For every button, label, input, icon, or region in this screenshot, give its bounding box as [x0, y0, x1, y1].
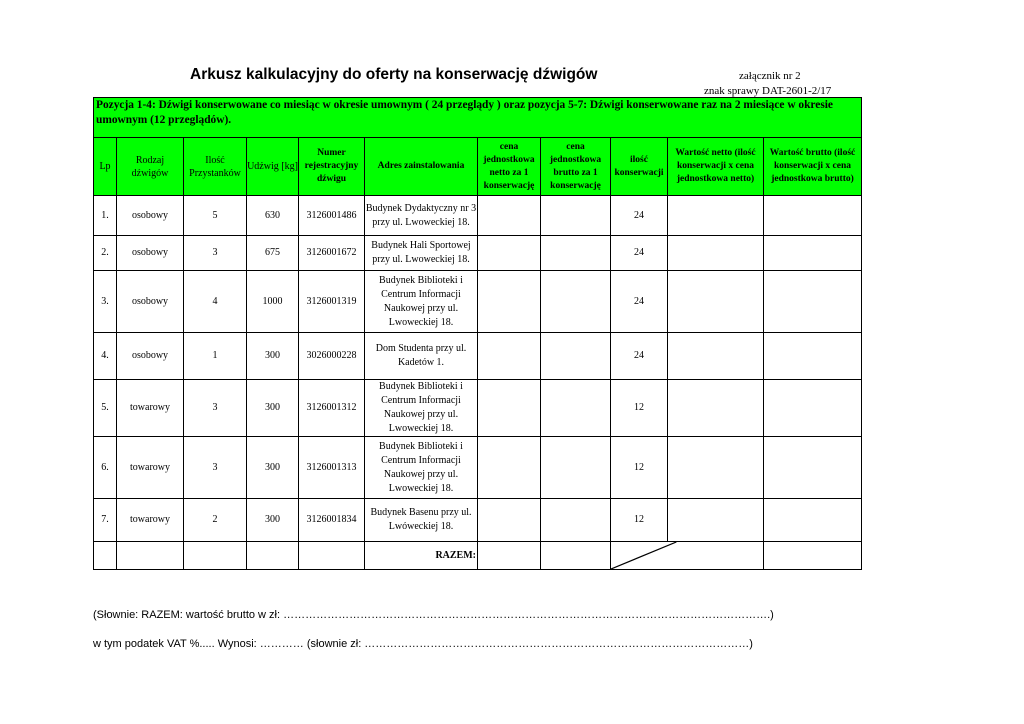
row-gross-price[interactable] [541, 380, 611, 437]
row-regnum: 3126001313 [299, 437, 365, 499]
row-net-value[interactable] [668, 236, 764, 271]
table-row [94, 236, 862, 271]
col-header-net-price: cena jednostkowa netto za 1 konserwację [478, 138, 541, 196]
row-count: 24 [611, 236, 668, 271]
row-net-price[interactable] [478, 499, 541, 542]
row-gross-price[interactable] [541, 196, 611, 236]
row-address: Budynek Biblioteki i Centrum Informacji Naukowej przy ul. Lwoweckiej 18. [365, 437, 478, 499]
col-header-gross-price: cena jednostkowa brutto za 1 konserwację [541, 138, 611, 196]
col-header-stops: Ilość Przystanków [184, 138, 247, 196]
col-header-count: ilość konserwacji [611, 138, 668, 196]
row-count: 12 [611, 437, 668, 499]
col-header-net-value: Wartość netto (ilość konserwacji x cena jednostkowa netto) [668, 138, 764, 196]
row-gross-price[interactable] [541, 236, 611, 271]
row-type: towarowy [117, 499, 184, 542]
row-regnum: 3026000228 [299, 333, 365, 380]
total-gross-price-cell[interactable] [541, 542, 611, 570]
total-empty-cell [247, 542, 299, 570]
attachment-label: załącznik nr 2 [739, 70, 801, 82]
row-type: towarowy [117, 380, 184, 437]
row-gross-value[interactable] [764, 236, 862, 271]
total-empty-cell [184, 542, 247, 570]
row-stops: 3 [184, 236, 247, 271]
row-address: Budynek Basenu przy ul. Lwóweckiej 18. [365, 499, 478, 542]
row-regnum: 3126001672 [299, 236, 365, 271]
row-regnum: 3126001834 [299, 499, 365, 542]
row-gross-value[interactable] [764, 271, 862, 333]
table-row [94, 333, 862, 380]
row-regnum: 3126001319 [299, 271, 365, 333]
row-capacity: 1000 [247, 271, 299, 333]
row-net-value[interactable] [668, 437, 764, 499]
row-regnum: 3126001486 [299, 196, 365, 236]
row-number: 1. [94, 196, 117, 236]
row-net-price[interactable] [478, 196, 541, 236]
footer-amount-in-words: (Słownie: RAZEM: wartość brutto w zł: …………………………………………………………………………………………………………………….) [93, 609, 774, 621]
col-header-capacity: Udźwig [kg] [247, 138, 299, 196]
row-capacity: 300 [247, 499, 299, 542]
row-regnum: 3126001312 [299, 380, 365, 437]
col-header-regnum: Numer rejestracyjny dźwigu [299, 138, 365, 196]
row-count: 24 [611, 196, 668, 236]
section-description: Pozycja 1-4: Dźwigi konserwowane co miesiąc w okresie umownym ( 24 przeglądy ) oraz pozycja 5-7: Dźwigi konserwowane raz na 2 miesiące w okresie umownym (12 przeglądów). [94, 98, 862, 138]
row-gross-price[interactable] [541, 437, 611, 499]
row-net-value[interactable] [668, 196, 764, 236]
row-net-value[interactable] [668, 380, 764, 437]
case-number: znak sprawy DAT-2601-2/17 [704, 85, 832, 97]
row-count: 12 [611, 380, 668, 437]
row-net-value[interactable] [668, 499, 764, 542]
row-capacity: 630 [247, 196, 299, 236]
row-gross-value[interactable] [764, 380, 862, 437]
row-address: Budynek Hali Sportowej przy ul. Lwoweckiej 18. [365, 236, 478, 271]
calculation-table [93, 97, 862, 570]
diagonal-line-icon [611, 542, 763, 569]
total-row [94, 542, 862, 570]
row-type: osobowy [117, 271, 184, 333]
total-net-price-cell[interactable] [478, 542, 541, 570]
row-stops: 3 [184, 437, 247, 499]
total-empty-cell [94, 542, 117, 570]
col-header-gross-value: Wartość brutto (ilość konserwacji x cena jednostkowa brutto) [764, 138, 862, 196]
row-address: Budynek Biblioteki i Centrum Informacji Naukowej przy ul. Lwoweckiej 18. [365, 271, 478, 333]
row-address: Budynek Biblioteki i Centrum Informacji Naukowej przy ul. Lwoweckiej 18. [365, 380, 478, 437]
row-stops: 3 [184, 380, 247, 437]
col-header-type: Rodzaj dźwigów [117, 138, 184, 196]
row-gross-value[interactable] [764, 499, 862, 542]
section-row [94, 98, 862, 138]
row-net-price[interactable] [478, 333, 541, 380]
row-count: 24 [611, 333, 668, 380]
row-gross-price[interactable] [541, 271, 611, 333]
row-net-value[interactable] [668, 271, 764, 333]
document-title: Arkusz kalkulacyjny do oferty na konserwację dźwigów [190, 66, 598, 83]
row-gross-price[interactable] [541, 333, 611, 380]
table-row [94, 196, 862, 236]
row-capacity: 300 [247, 333, 299, 380]
row-number: 4. [94, 333, 117, 380]
row-capacity: 300 [247, 437, 299, 499]
total-gross-value-cell[interactable] [764, 542, 862, 570]
row-stops: 2 [184, 499, 247, 542]
row-net-price[interactable] [478, 437, 541, 499]
row-stops: 1 [184, 333, 247, 380]
row-type: osobowy [117, 236, 184, 271]
row-gross-value[interactable] [764, 196, 862, 236]
total-crossed-cell [611, 542, 764, 570]
row-number: 3. [94, 271, 117, 333]
row-net-price[interactable] [478, 236, 541, 271]
total-label: RAZEM: [365, 542, 478, 570]
row-stops: 5 [184, 196, 247, 236]
row-gross-value[interactable] [764, 437, 862, 499]
table-row [94, 271, 862, 333]
row-address: Budynek Dydaktyczny nr 3 przy ul. Lwoweckiej 18. [365, 196, 478, 236]
row-type: towarowy [117, 437, 184, 499]
row-address: Dom Studenta przy ul. Kadetów 1. [365, 333, 478, 380]
row-type: osobowy [117, 196, 184, 236]
total-empty-cell [117, 542, 184, 570]
table-row [94, 499, 862, 542]
row-number: 5. [94, 380, 117, 437]
row-gross-price[interactable] [541, 499, 611, 542]
col-header-address: Adres zainstalowania [365, 138, 478, 196]
row-capacity: 300 [247, 380, 299, 437]
table-row [94, 380, 862, 437]
row-net-price[interactable] [478, 380, 541, 437]
row-number: 2. [94, 236, 117, 271]
table-row [94, 437, 862, 499]
row-capacity: 675 [247, 236, 299, 271]
row-stops: 4 [184, 271, 247, 333]
col-header-lp: Lp [94, 138, 117, 196]
row-gross-value[interactable] [764, 333, 862, 380]
table-body [94, 98, 862, 570]
row-count: 24 [611, 271, 668, 333]
row-number: 6. [94, 437, 117, 499]
footer-vat-line: w tym podatek VAT %..... Wynosi: ………… (słownie zł: ……………………………………………………………………………………………) [93, 638, 753, 650]
row-type: osobowy [117, 333, 184, 380]
row-number: 7. [94, 499, 117, 542]
row-count: 12 [611, 499, 668, 542]
row-net-value[interactable] [668, 333, 764, 380]
total-empty-cell [299, 542, 365, 570]
header-row [94, 138, 862, 196]
row-net-price[interactable] [478, 271, 541, 333]
